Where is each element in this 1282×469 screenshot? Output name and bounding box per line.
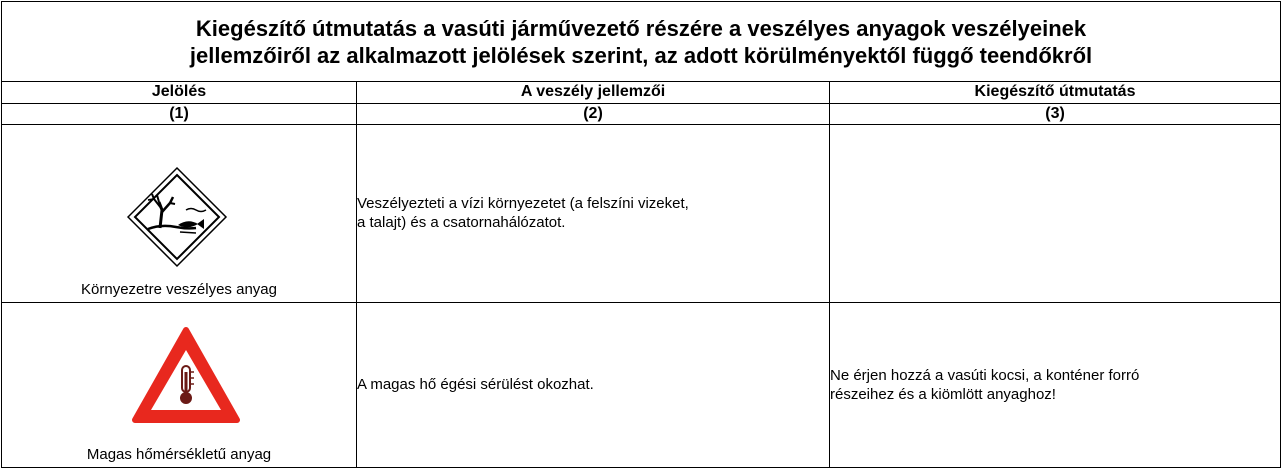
guidance-cell: [830, 125, 1281, 303]
symbol-cell: [2, 125, 357, 303]
guidance-text-line-1: Ne érjen hozzá a vasúti kocsi, a konténer forró: [830, 366, 1140, 384]
table-row: [2, 125, 1281, 303]
column-number-1: (1): [2, 103, 357, 125]
hazard-text-line-1: Veszélyezteti a vízi környezetet (a felszíni vizeket,: [357, 195, 689, 213]
hazard-description-cell: [357, 125, 830, 303]
hot-surface-warning-icon: [131, 326, 241, 426]
title-line-2: jellemzőiről az alkalmazott jelölések szerint, az adott körülményektől függő teendőkről: [189, 42, 1093, 68]
guidance-cell: [830, 302, 1281, 467]
title-row: [2, 2, 1281, 82]
hazard-guidance-table: [1, 1, 1281, 468]
table-row: [2, 302, 1281, 467]
symbol-label: Környezetre veszélyes anyag: [81, 280, 277, 298]
document-title: [2, 2, 1281, 82]
column-header-guidance: Kiegészítő útmutatás: [830, 82, 1281, 104]
column-header-hazard: A veszély jellemzői: [357, 82, 830, 104]
column-number-row: [2, 103, 1281, 125]
header-row: [2, 82, 1281, 104]
environment-hazard-icon: [126, 166, 228, 268]
hazard-text-line-1: A magas hő égési sérülést okozhat.: [357, 376, 594, 394]
title-line-1: Kiegészítő útmutatás a vasúti járművezető részére a veszélyes anyagok veszélyeinek: [195, 15, 1087, 41]
symbol-label: Magas hőmérsékletű anyag: [86, 446, 272, 463]
column-number-3: (3): [830, 103, 1281, 125]
guidance-text-line-2: részeihez és a kiömlött anyaghoz!: [830, 385, 1056, 403]
hazard-text-line-2: a talajt) és a csatornahálózatot.: [357, 214, 566, 232]
column-header-marking: Jelölés: [2, 82, 357, 104]
column-number-2: (2): [357, 103, 830, 125]
symbol-cell: [2, 302, 357, 467]
hazard-description-cell: [357, 302, 830, 467]
